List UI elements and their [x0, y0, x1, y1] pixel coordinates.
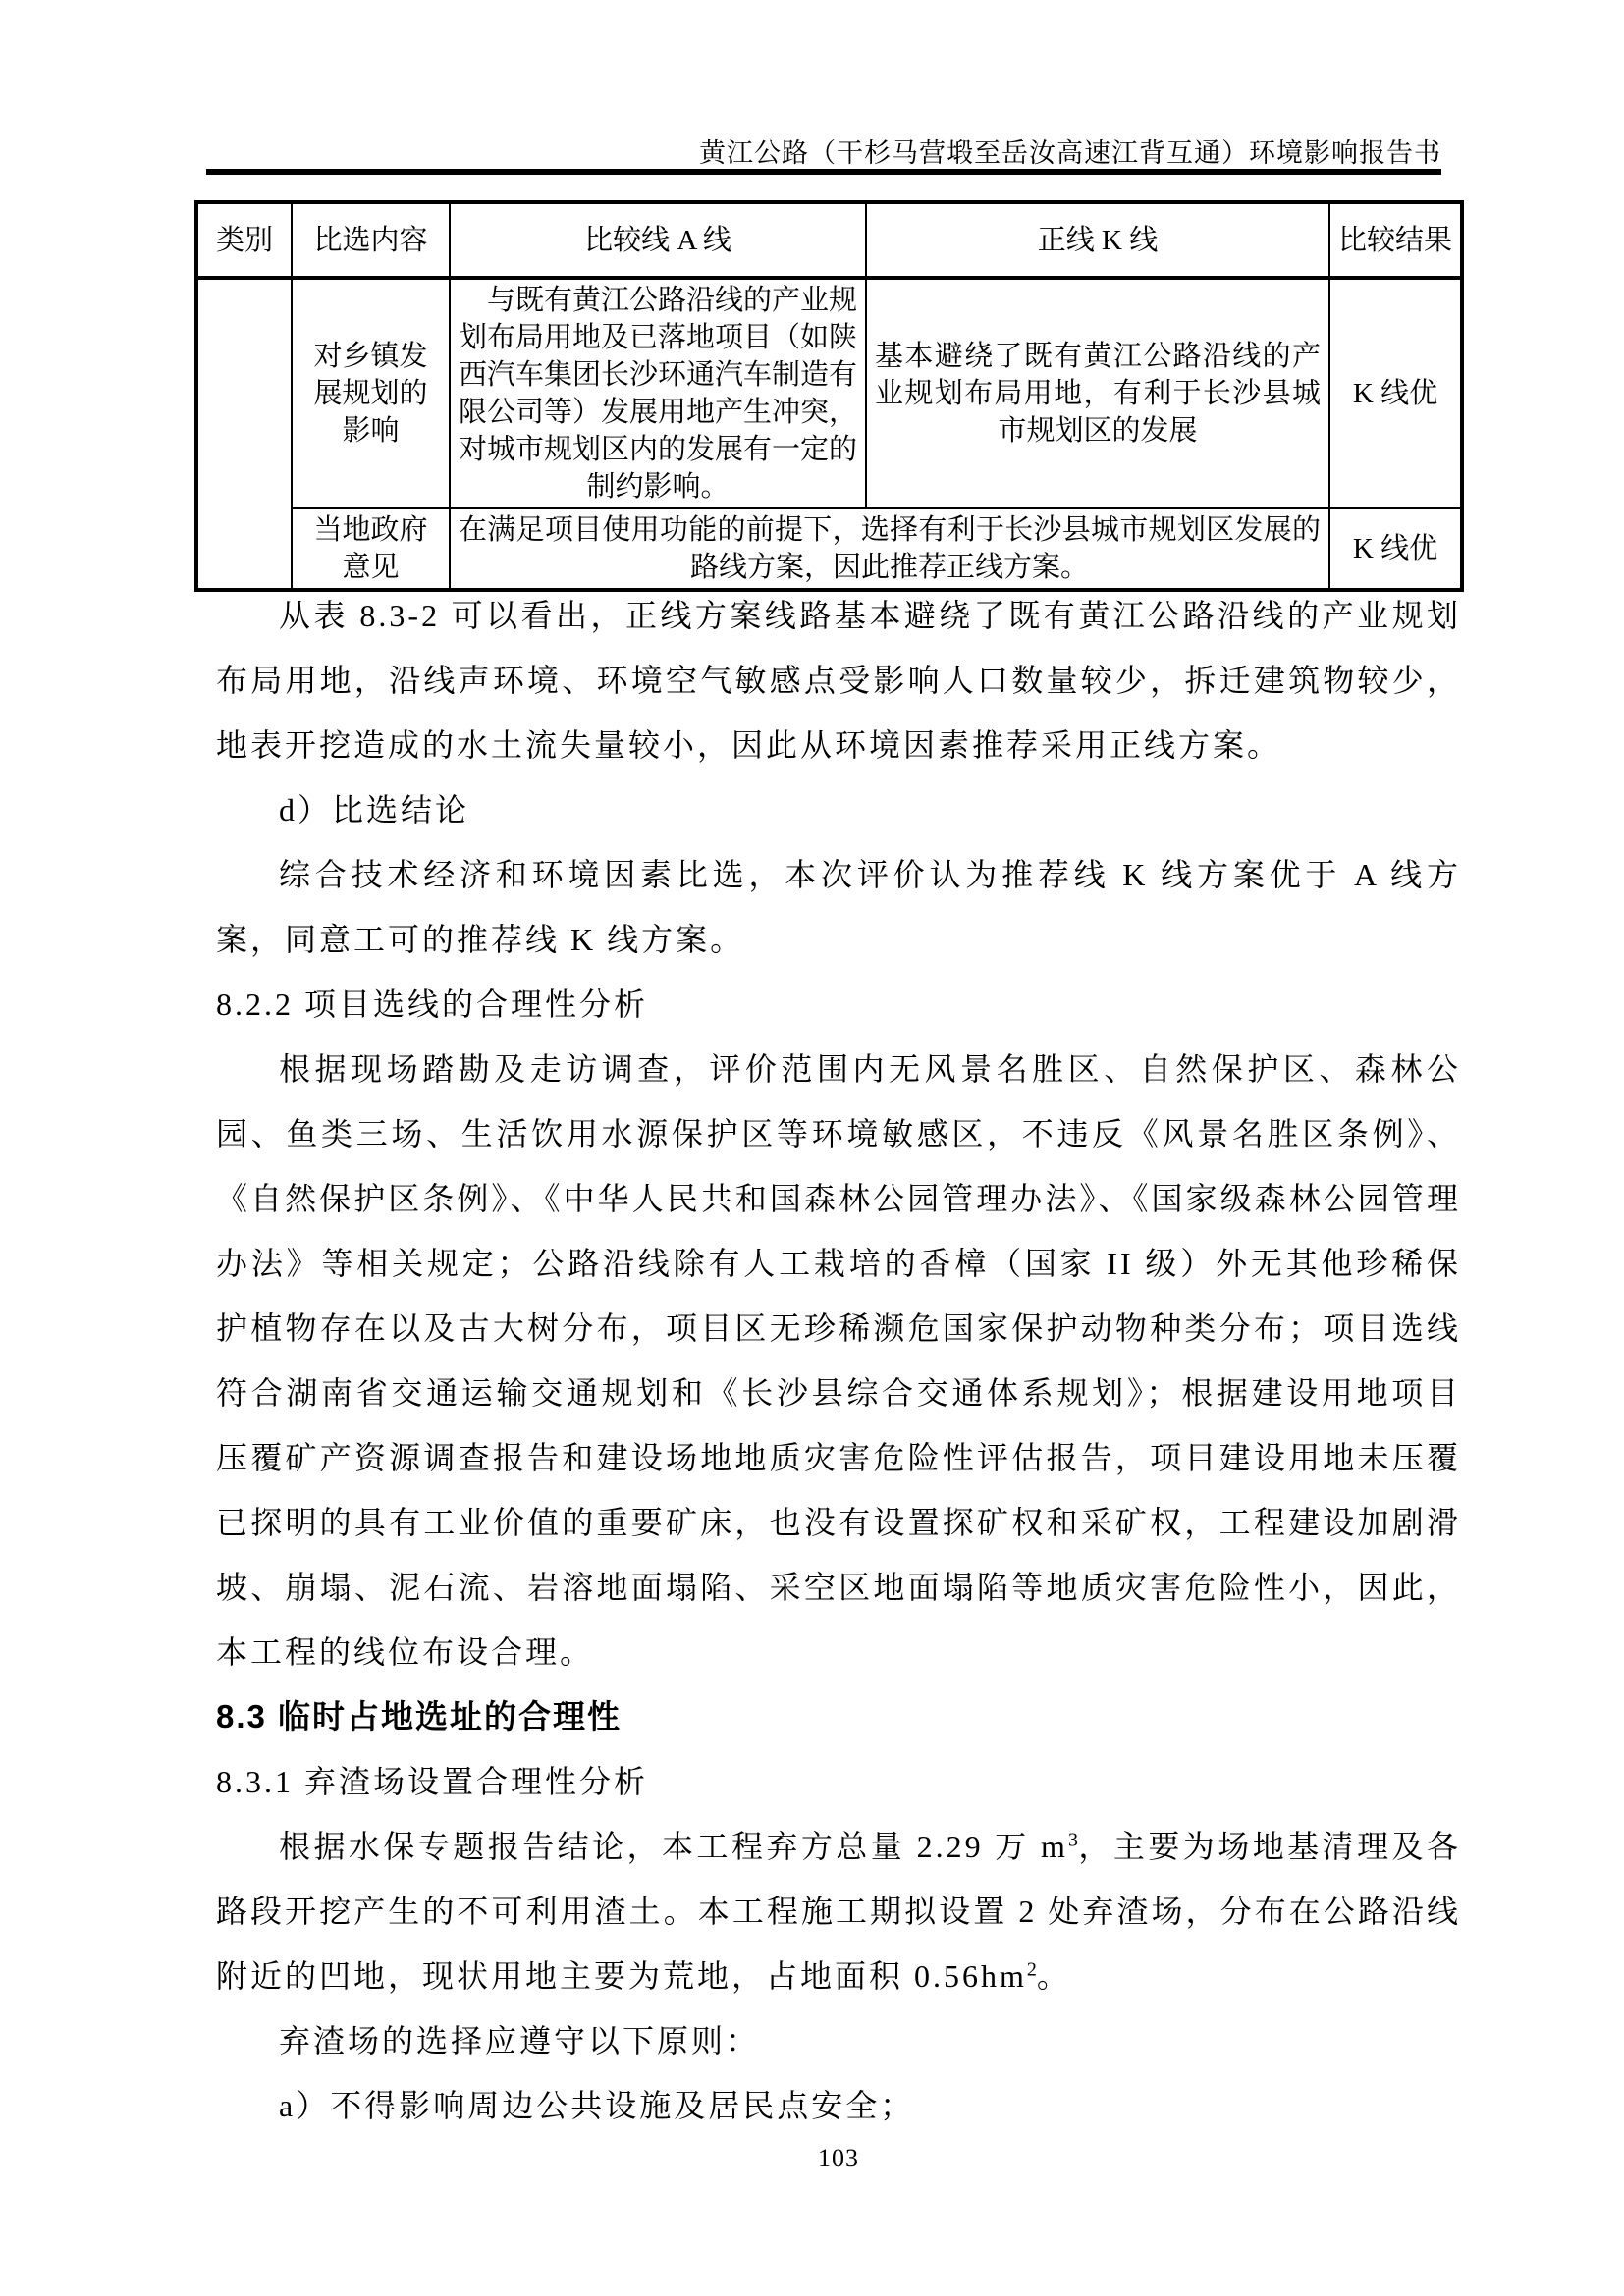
cell-item-government: 当地政府意见 — [292, 508, 450, 590]
paragraph-comparison-conclusion: 综合技术经济和环境因素比选，本次评价认为推荐线 K 线方案优于 A 线方案，同意工可的推荐线 K 线方案。 — [216, 857, 1461, 957]
heading-8-2-2: 8.2.2 项目选线的合理性分析 — [216, 987, 649, 1022]
col-header-line-a: 比较线 A 线 — [450, 202, 866, 278]
table-row-township-planning — [196, 278, 1462, 508]
superscript-square: 2 — [1026, 1958, 1037, 1981]
cell-category — [196, 278, 292, 590]
running-header-title: 黄江公路（干杉马营塅至岳汝高速江背互通）环境影响报告书 — [699, 138, 1441, 168]
spoil-text-3: 。 — [1036, 1958, 1071, 1994]
heading-8-3: 8.3 临时占地选址的合理性 — [216, 1698, 623, 1735]
col-header-line-k: 正线 K 线 — [866, 202, 1329, 278]
spoil-text-1: 根据水保专题报告结论，本工程弃方总量 2.29 万 m — [279, 1829, 1068, 1864]
paragraph-spoil-ground — [216, 1814, 1461, 2008]
route-comparison-table — [194, 200, 1464, 592]
paragraph-principle-a: a）不得影响周边公共设施及居民点安全； — [279, 2088, 915, 2123]
col-header-category: 类别 — [196, 202, 292, 278]
cell-opinion-government: 在满足项目使用功能的前提下，选择有利于长沙县城市规划区发展的路线方案，因此推荐正线方案。 — [450, 508, 1329, 590]
heading-8-3-1: 8.3.1 弃渣场设置合理性分析 — [216, 1764, 649, 1799]
superscript-cubic: 3 — [1067, 1829, 1078, 1851]
table-row-government-opinion — [196, 508, 1462, 590]
cell-result-government: K 线优 — [1329, 508, 1462, 590]
cell-result-township: K 线优 — [1329, 278, 1462, 508]
spoil-text-2: ，主要为场地基清理及各路段开挖产生的不可利用渣土。本工程施工期拟设置 2 处弃渣场，分布在公路沿线附近的凹地，现状用地主要为荒地，占地面积 0.56hm — [216, 1829, 1461, 1994]
cell-item-township: 对乡镇发展规划的影响 — [292, 278, 450, 508]
paragraph-principles-intro: 弃渣场的选择应遵守以下原则： — [279, 2023, 761, 2058]
cell-line-k-township: 基本避绕了既有黄江公路沿线的产业规划布局用地，有利于长沙县城市规划区的发展 — [866, 278, 1329, 508]
paragraph-table-conclusion: 从表 8.3-2 可以看出，正线方案线路基本避绕了既有黄江公路沿线的产业规划布局用地，沿线声环境、环境空气敏感点受影响人口数量较少，拆迁建筑物较少，地表开挖造成的水土流失量较小，因此从环境因素推荐采用正线方案。 — [216, 598, 1461, 763]
document-body — [216, 583, 1461, 2138]
col-header-item: 比选内容 — [292, 202, 450, 278]
table-header-row — [196, 202, 1462, 278]
col-header-result: 比较结果 — [1329, 202, 1462, 278]
page-number: 103 — [818, 2144, 859, 2172]
paragraph-route-rationality: 根据现场踏勘及走访调查，评价范围内无风景名胜区、自然保护区、森林公园、鱼类三场、生活饮用水源保护区等环境敏感区，不违反《风景名胜区条例》、《自然保护区条例》、《中华人民共和国森林公园管理办法》、《国家级森林公园管理办法》等相关规定；公路沿线除有人工栽培的香樟（国家 II 级）外无其他珍稀保护植物存在以及古大树分布，项目区无珍稀濒危国家保护动物种类分布；项目选线符合湖南省交通运输交通规划和《长沙县综合交通体系规划》；根据建设用地项目压覆矿产资源调查报告和建设场地地质灾害危险性评估报告，项目建设用地未压覆已探明的具有工业价值的重要矿床，也没有设置探矿权和采矿权，工程建设加剧滑坡、崩塌、泥石流、岩溶地面塌陷、采空区地面塌陷等地质灾害危险性小，因此，本工程的线位布设合理。 — [216, 1051, 1461, 1670]
cell-line-a-township: 与既有黄江公路沿线的产业规划布局用地及已落地项目（如陕西汽车集团长沙环通汽车制造有限公司等）发展用地产生冲突，对城市规划区内的发展有一定的制约影响。 — [450, 278, 866, 508]
paragraph-d-conclusion-label: d）比选结论 — [279, 792, 470, 828]
header-rule — [206, 169, 1441, 175]
